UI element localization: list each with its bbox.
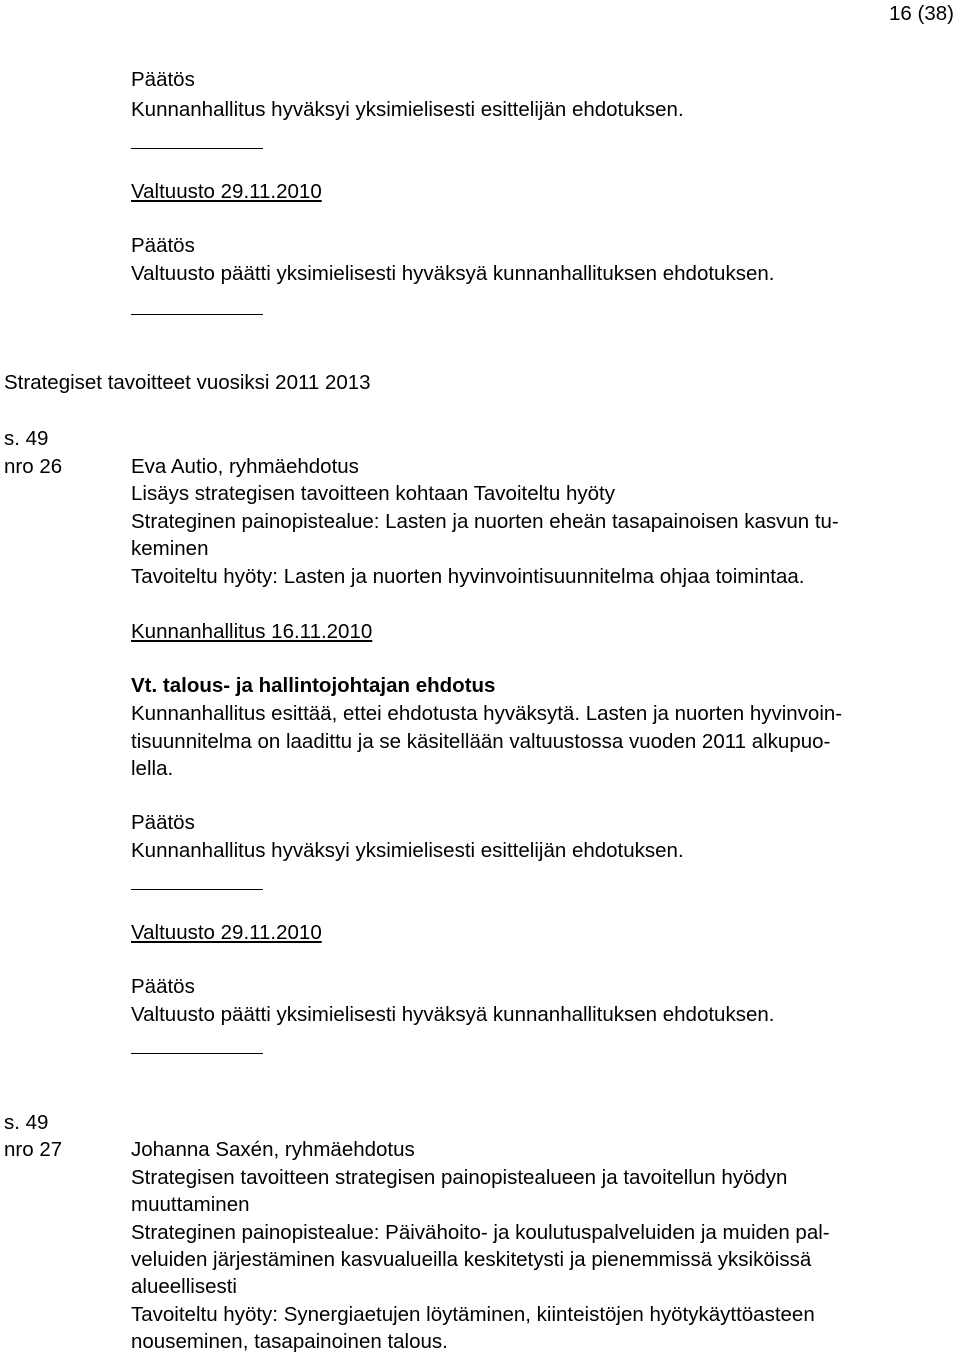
item-line: nouseminen, tasapainoinen talous. [131, 1330, 448, 1353]
item-line: alueellisesti [131, 1275, 237, 1298]
separator-line [131, 314, 263, 315]
separator-line [131, 889, 263, 890]
item-line: veluiden järjestäminen kasvualueilla keskitetysti ja pienemmissä yksiköissä [131, 1248, 812, 1271]
paatos-heading: Päätös [131, 811, 195, 834]
page-number: 16 (38) [889, 2, 954, 25]
valtuusto-heading: Valtuusto 29.11.2010 [131, 180, 322, 203]
paatos-heading: Päätös [131, 234, 195, 257]
item-number: nro 27 [4, 1138, 63, 1161]
item-line: Strateginen painopistealue: Päivähoito- ja koulutuspalveluiden ja muiden pal- [131, 1221, 830, 1244]
paatos-heading: Päätös [131, 975, 195, 998]
item-page-ref: s. 49 [4, 1111, 49, 1134]
valtuusto-heading: Valtuusto 29.11.2010 [131, 921, 322, 944]
proposal-line: tisuunnitelma on laadittu ja se käsitellään valtuustossa vuoden 2011 alkupuo- [131, 730, 831, 753]
item-number: nro 26 [4, 455, 63, 478]
item-page-ref: s. 49 [4, 427, 49, 450]
item-line: Tavoiteltu hyöty: Synergiaetujen löytäminen, kiinteistöjen hyötykäyttöasteen [131, 1303, 815, 1326]
item-line: Tavoiteltu hyöty: Lasten ja nuorten hyvinvointisuunnitelma ohjaa toimintaa. [131, 565, 805, 588]
item-line: keminen [131, 537, 209, 560]
paatos-text: Kunnanhallitus hyväksyi yksimielisesti esittelijän ehdotuksen. [131, 98, 684, 121]
item-line: Strategisen tavoitteen strategisen painopistealueen ja tavoitellun hyödyn [131, 1166, 788, 1189]
paatos-text: Valtuusto päätti yksimielisesti hyväksyä kunnanhallituksen ehdotuksen. [131, 1003, 775, 1026]
item-line: Johanna Saxén, ryhmäehdotus [131, 1138, 415, 1161]
section-title: Strategiset tavoitteet vuosiksi 2011 2013 [4, 371, 371, 394]
proposal-line: Kunnanhallitus esittää, ettei ehdotusta hyväksytä. Lasten ja nuorten hyvinvoin- [131, 702, 843, 725]
item-line: muuttaminen [131, 1193, 250, 1216]
paatos-heading: Päätös [131, 68, 195, 91]
item-line: Lisäys strategisen tavoitteen kohtaan Tavoiteltu hyöty [131, 482, 615, 505]
proposal-line: lella. [131, 757, 174, 780]
paatos-text: Kunnanhallitus hyväksyi yksimielisesti esittelijän ehdotuksen. [131, 839, 684, 862]
kunnanhallitus-heading: Kunnanhallitus 16.11.2010 [131, 620, 373, 643]
item-line: Eva Autio, ryhmäehdotus [131, 455, 359, 478]
separator-line [131, 148, 263, 149]
item-line: Strateginen painopistealue: Lasten ja nuorten eheän tasapainoisen kasvun tu- [131, 510, 839, 533]
separator-line [131, 1053, 263, 1054]
proposal-heading: Vt. talous- ja hallintojohtajan ehdotus [131, 674, 496, 697]
paatos-text: Valtuusto päätti yksimielisesti hyväksyä kunnanhallituksen ehdotuksen. [131, 262, 775, 285]
